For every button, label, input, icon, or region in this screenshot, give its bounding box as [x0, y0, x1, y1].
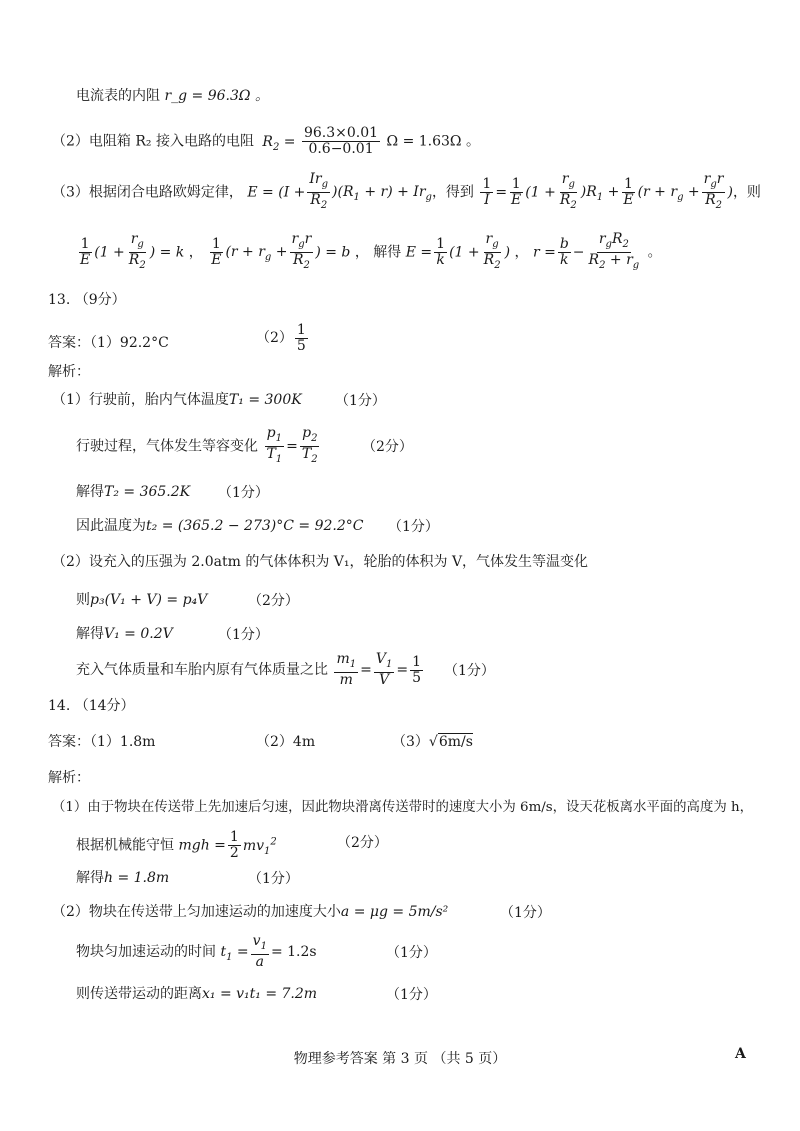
line-text: 电流表的内阻 [76, 88, 160, 104]
text-line: （2）电阻箱 R₂ 接入电路的电阻 $R_2$ = $\frac{96.3\times 0.01}{0.6-0.01}$ Ω = 1.63Ω 。 [52, 125, 480, 157]
score-label: （2分） [248, 593, 299, 609]
score-label: （2分） [362, 439, 413, 455]
text-line: （1）由于物块在传送带上先加速后匀速，因此物块滑离传送带时的速度大小为 6m/s，设天花板离水平面的高度为 h， [52, 800, 754, 815]
text-line: 物块匀加速运动的时间 $t_1$ = $\frac{v_1}{a}$ = 1.2s [76, 933, 317, 970]
math-expression: r_g = 96.3Ω 。 [164, 88, 269, 104]
text-line: 因此温度为t₂ = (365.2 − 273)°C = 92.2°C [76, 518, 364, 534]
score-label: （1分） [386, 987, 437, 1003]
text-line: 则p₃(V₁ + V) = p₄V [76, 592, 208, 608]
text-line: （2）设充入的压强为 2.0atm 的气体体积为 V₁，轮胎的体积为 V，气体发生等温变化 [52, 554, 589, 570]
answer-line: 答案：（1）92.2°C [48, 335, 169, 351]
analysis-label: 解析： [48, 770, 90, 786]
text-line: 根据机械能守恒 mgh = $\frac{1}{2}$ $mv_1^2$ [76, 829, 277, 862]
answer-line: （3）√6m/s [392, 734, 473, 750]
text-line: 行驶过程，气体发生等容变化 $\frac{p_1}{T_1}$ = $\frac{p_2}{T_2}$ [76, 425, 318, 465]
text-line: （3）根据闭合电路欧姆定律， E = (I + $\frac{Ir_g}{R_2}$ )$(R_1 + r) + Ir_g$，得到 $\frac{1}{I}$ = $\frac{1}{E}$ (1 + $\frac{r_g}{R_2}$ )$R_1$ + $\frac{1}{E}$ ($r + r_g$ + $\frac{r_gr}{R_2}$ )，则 [52, 171, 761, 211]
page-footer: 物理参考答案 第 3 页 （共 5 页） [293, 1051, 507, 1067]
score-label: （1分） [248, 871, 299, 887]
score-label: （1分） [500, 905, 551, 921]
text-line [76, 86, 269, 106]
text-line: 充入气体质量和车胎内原有气体质量之比 $\frac{m_1}{m}$ = $\frac{V_1}{V}$ = $\frac{1}{5}$ [76, 651, 421, 688]
answer-line: （2） $\frac{1}{5}$ [256, 321, 306, 354]
text-line: 解得h = 1.8m [76, 870, 170, 886]
question-heading: 14. （14分） [48, 698, 135, 714]
score-label: （1分） [218, 627, 269, 643]
score-label: （2分） [337, 835, 388, 851]
score-label: （1分） [444, 663, 495, 679]
answer-line: 答案：（1）1.8m [48, 734, 156, 750]
line-text: （3）根据闭合电路欧姆定律， [52, 184, 243, 201]
score-label: （1分） [386, 945, 437, 961]
paper-version-mark: A [735, 1046, 746, 1062]
text-line: （1）行驶前，胎内气体温度T₁ = 300K [52, 392, 302, 408]
analysis-label: 解析： [48, 364, 90, 380]
text-line: （2）物块在传送带上匀加速运动的加速度大小a = μg = 5m/s² [52, 904, 449, 920]
line-text: （2）电阻箱 R₂ 接入电路的电阻 [52, 133, 254, 150]
score-label: （1分） [388, 519, 439, 535]
text-line: 解得V₁ = 0.2V [76, 626, 173, 642]
answer-line: （2）4m [256, 734, 316, 750]
text-line: $\frac{1}{E}$ (1 + $\frac{r_g}{R_2}$ ) = k ， $\frac{1}{E}$ ($r + r_g$ + $\frac{r_gr}{R_2}$ ) = b ， 解得 E = $\frac{1}{k}$ (1 + $\frac{r_g}{R_2}$ ) ， r = $\frac{b}{k}$ − $\frac{r_gR_2}{R_2 + r_g}$ 。 [80, 231, 662, 271]
question-heading: 13. （9分） [48, 292, 126, 308]
text-line: 解得T₂ = 365.2K [76, 484, 191, 500]
score-label: （1分） [335, 393, 386, 409]
score-label: （1分） [218, 485, 269, 501]
text-line: 则传送带运动的距离x₁ = v₁t₁ = 7.2m [76, 986, 318, 1002]
